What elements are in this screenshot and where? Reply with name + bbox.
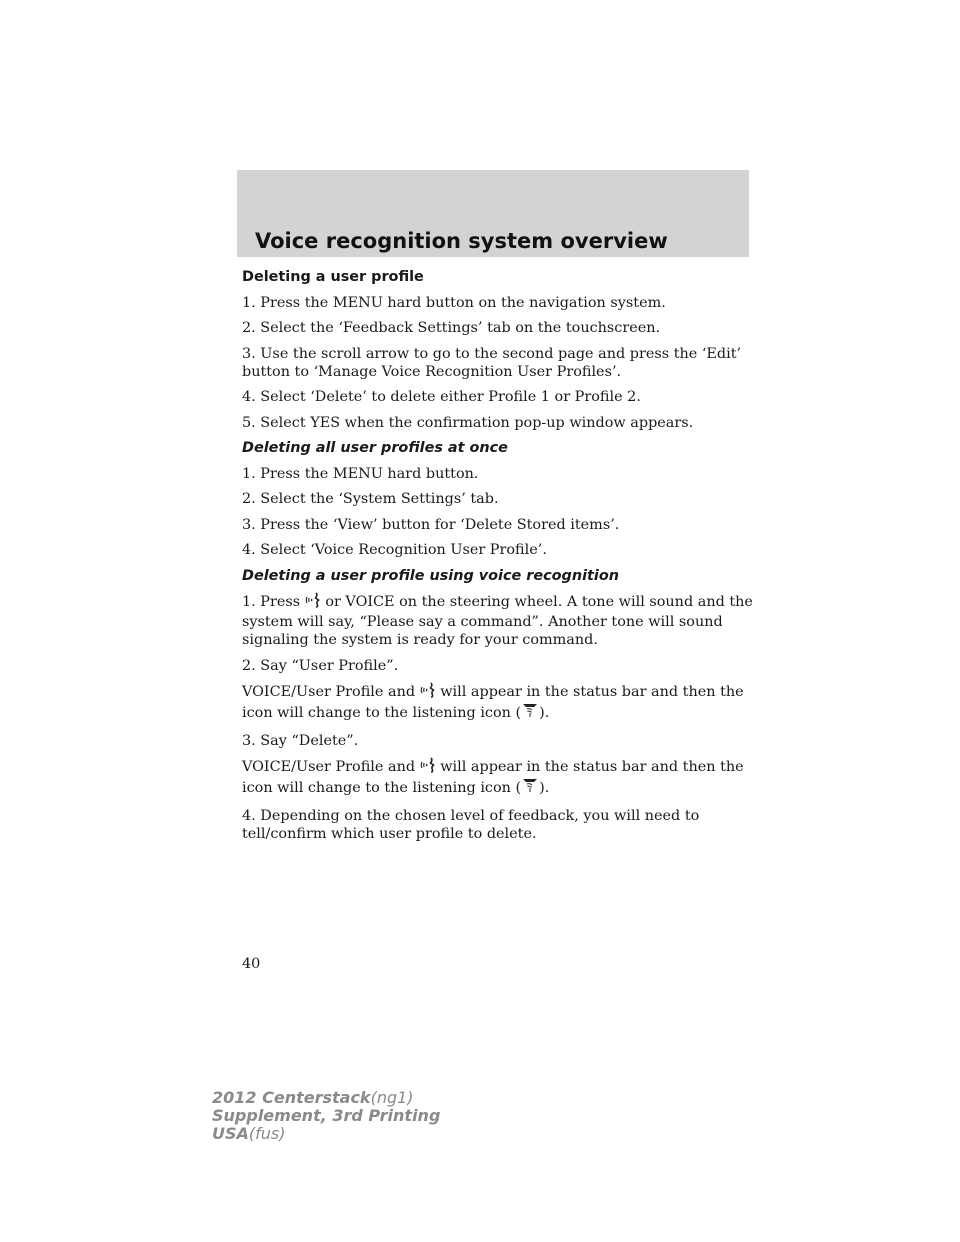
step-text-line: 3. Use the scroll arrow to go to the second page and press the ‘Edit’ <box>242 345 742 362</box>
step-text-line: button to ‘Manage Voice Recognition User Profiles’. <box>242 363 622 380</box>
step-text: 1. Press the MENU hard button. <box>242 465 479 482</box>
step-text: 4. Select ‘Voice Recognition User Profile’. <box>242 542 547 558</box>
status-text <box>242 682 762 724</box>
step-text: 4. Select ‘Delete’ to delete either Profile 1 or Profile 2. <box>242 389 641 405</box>
voice-command-icon <box>420 682 436 703</box>
step-text: 2. Say “User Profile”. <box>242 657 399 674</box>
status-text-part: VOICE/User Profile and <box>242 759 416 775</box>
step-text <box>242 592 762 649</box>
step-text-line: system will say, “Please say a command”. Another tone will sound <box>242 614 723 630</box>
status-text-part: VOICE/User Profile and <box>242 684 416 700</box>
step-text <box>242 345 762 381</box>
step-text-part: or VOICE on the steering wheel. A tone will sound and the <box>325 594 753 610</box>
footer-market: USA <box>212 1124 249 1143</box>
footer-code: (fus) <box>248 1124 286 1143</box>
footer-line <box>212 1125 440 1143</box>
step-text-part: 1. Press <box>242 594 301 610</box>
footer-line <box>212 1089 440 1107</box>
section-header-band <box>237 170 749 257</box>
step-text: 3. Say “Delete”. <box>242 732 359 749</box>
step-text: 3. Press the ‘View’ button for ‘Delete Stored items’. <box>242 516 620 533</box>
step-text: 2. Select the ‘Feedback Settings’ tab on the touchscreen. <box>242 320 661 336</box>
status-text-part: will appear in the status bar and then the <box>440 684 744 700</box>
status-text-part: icon will change to the listening icon ( <box>242 780 522 796</box>
voice-command-icon <box>420 757 436 778</box>
status-text-part: icon will change to the listening icon ( <box>242 705 522 721</box>
status-text-part: will appear in the status bar and then the <box>440 759 744 775</box>
voice-command-icon <box>305 592 321 613</box>
print-footer <box>212 1089 440 1143</box>
step-text <box>242 807 762 843</box>
page-number: 40 <box>242 956 261 972</box>
step-text-line: 4. Depending on the chosen level of feedback, you will need to <box>242 807 700 824</box>
footer-printing: Supplement, 3rd Printing <box>212 1106 441 1125</box>
listening-icon <box>521 778 539 799</box>
page-content <box>242 268 762 850</box>
step-text: 5. Select YES when the confirmation pop-up window appears. <box>242 414 694 431</box>
step-text-line: signaling the system is ready for your command. <box>242 632 598 648</box>
status-text-part: ). <box>539 705 550 721</box>
heading-delete-user-profile: Deleting a user profile <box>242 269 424 285</box>
status-text <box>242 757 762 799</box>
step-text-line: tell/confirm which user profile to delete. <box>242 825 537 842</box>
section-title: Voice recognition system overview <box>255 229 668 253</box>
heading-delete-all-profiles: Deleting all user profiles at once <box>242 440 508 456</box>
heading-delete-profile-voice: Deleting a user profile using voice recognition <box>242 567 619 584</box>
step-text: 2. Select the ‘System Settings’ tab. <box>242 491 499 507</box>
listening-icon <box>521 703 539 724</box>
status-text-part: ). <box>539 780 550 796</box>
footer-code: (ng1) <box>370 1088 414 1107</box>
step-text: 1. Press the MENU hard button on the navigation system. <box>242 294 666 311</box>
footer-edition: 2012 Centerstack <box>212 1088 371 1107</box>
